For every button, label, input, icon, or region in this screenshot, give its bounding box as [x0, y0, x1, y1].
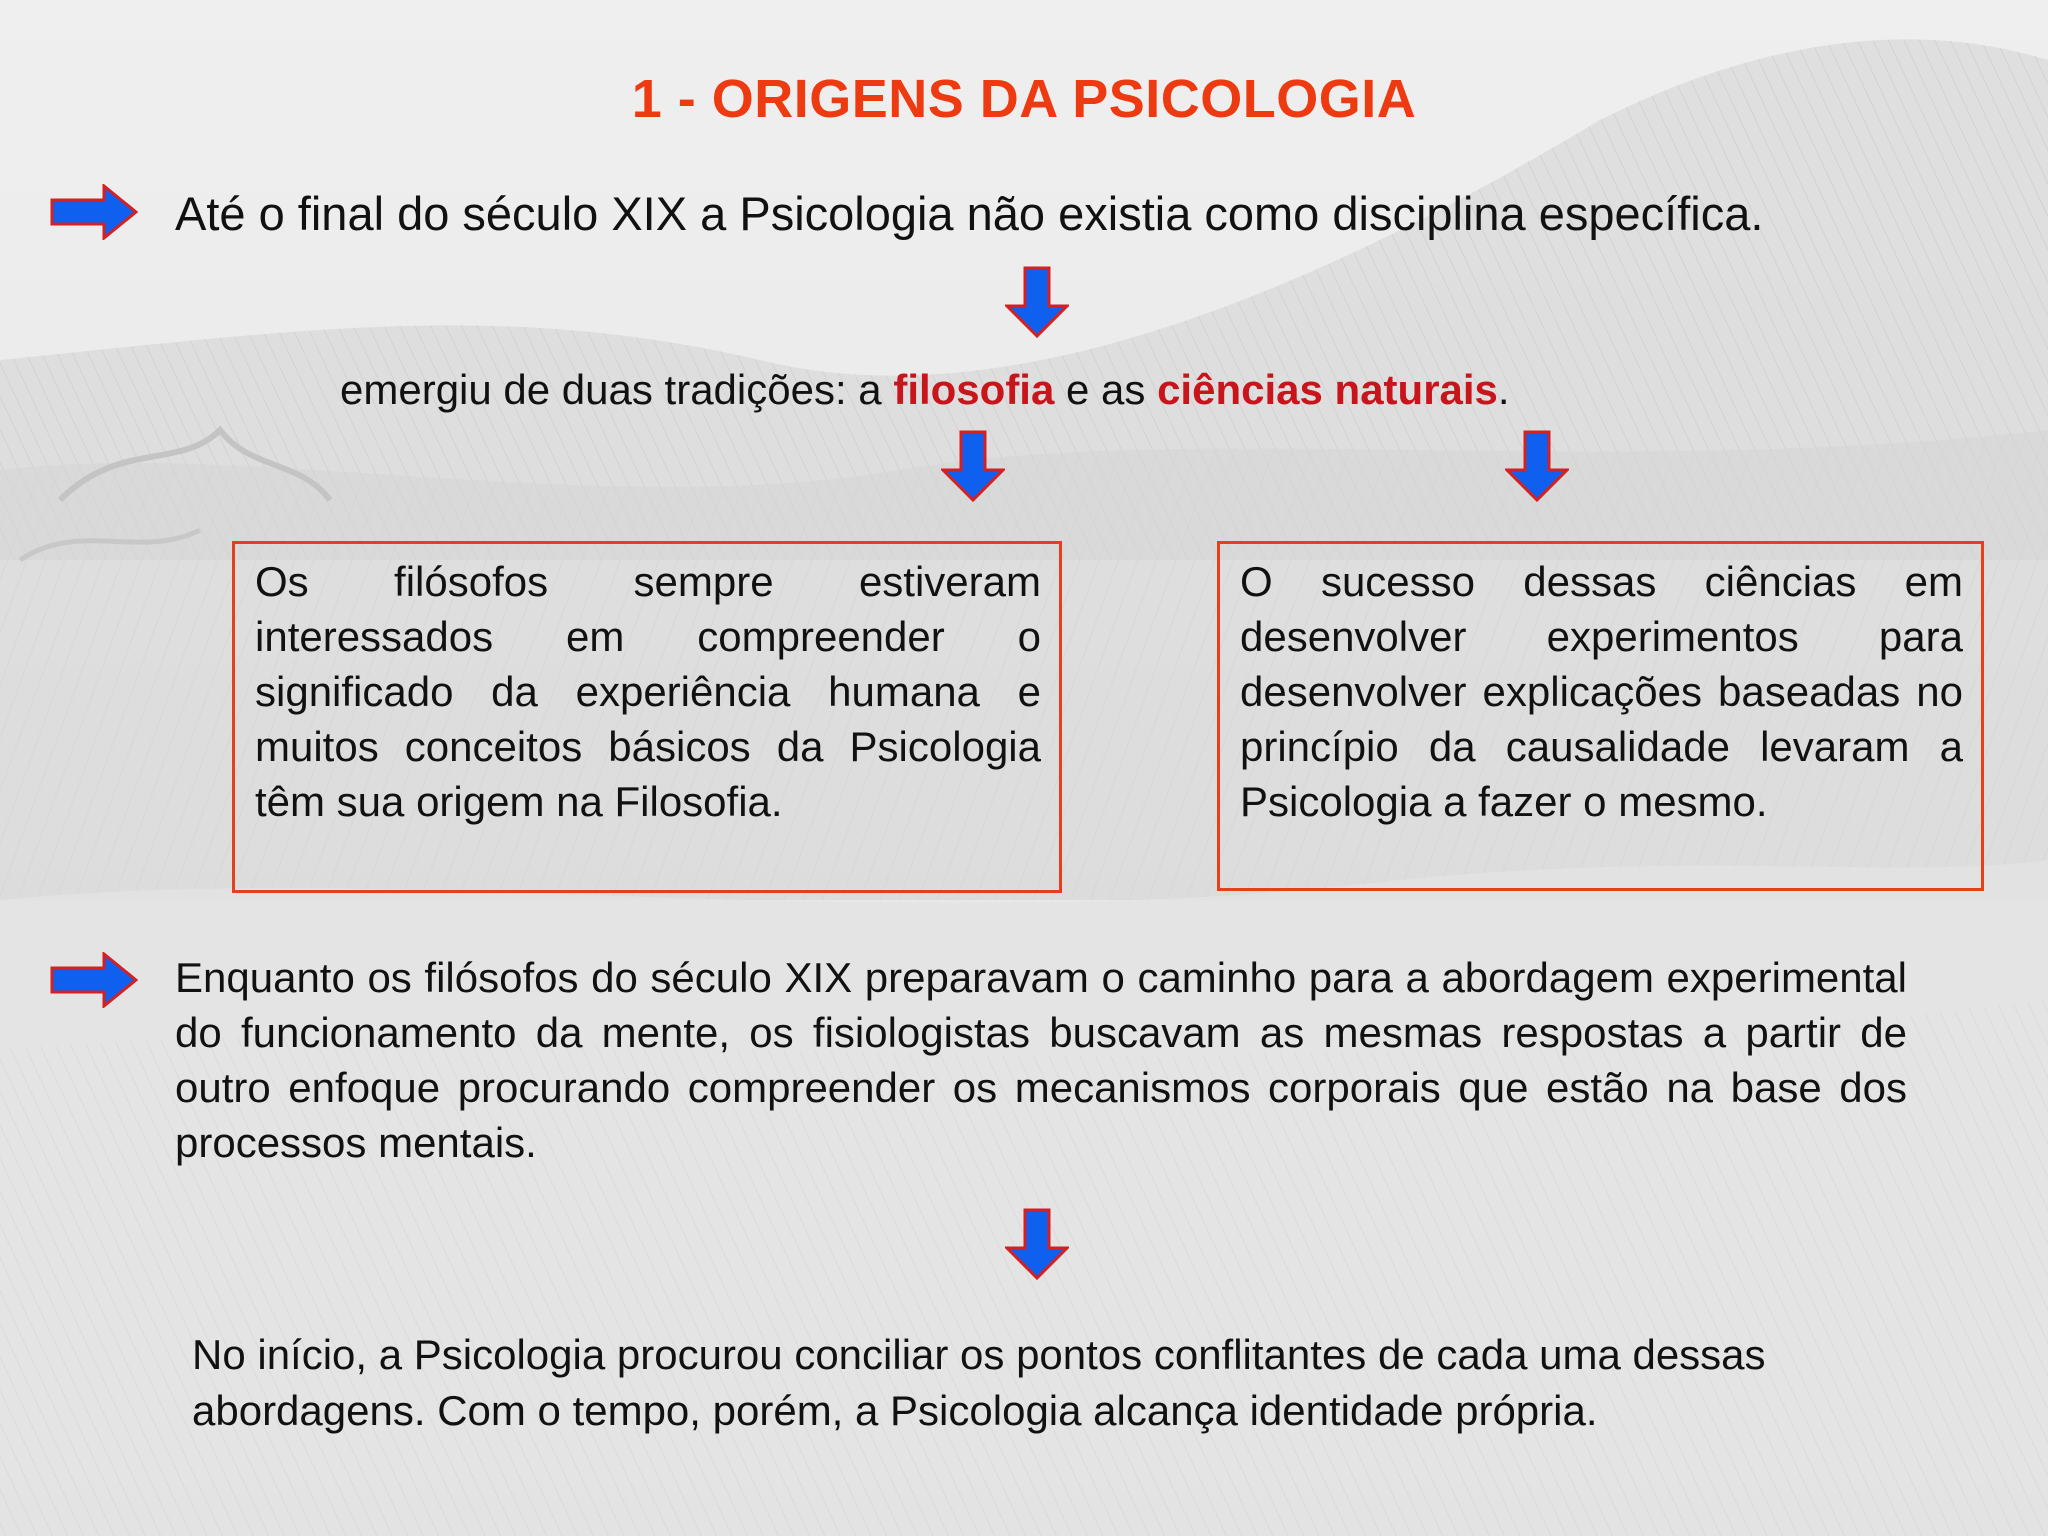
right-arrow-icon: [50, 952, 138, 1008]
down-arrow-icon: [1505, 430, 1569, 502]
origins-suffix: .: [1497, 366, 1510, 413]
down-arrow-icon: [1005, 1208, 1069, 1280]
tradition-natural-sciences: ciências naturais: [1157, 366, 1498, 413]
conclusion-paragraph: No início, a Psicologia procurou conciliar os pontos conflitantes de cada uma dessas abordagens. Com o tempo, porém, a Psicologia alcança identidade própria.: [192, 1331, 1766, 1434]
origins-statement: [340, 366, 1510, 414]
tradition-philosophy: filosofia: [893, 366, 1055, 413]
intro-statement: Até o final do século XIX a Psicologia não existia como disciplina específica.: [175, 187, 1764, 240]
physiology-paragraph: Enquanto os filósofos do século XIX preparavam o caminho para a abordagem experimental do funcionamento da mente, os fisiologistas buscavam as mesmas respostas a partir de outro enfoque procurando compreender os mecanismos corporais que estão na base dos processos mentais.: [175, 954, 1907, 1166]
origins-connector: e as: [1054, 366, 1158, 413]
philosophy-box: Os filósofos sempre estiveram interessados em compreender o significado da experiência humana e muitos conceitos básicos da Psicologia têm sua origem na Filosofia.: [232, 541, 1062, 893]
down-arrow-icon: [941, 430, 1005, 502]
slide-title: 1 - ORIGENS DA PSICOLOGIA: [631, 69, 1417, 129]
right-arrow-icon: [50, 184, 138, 240]
origins-prefix: emergiu de duas tradições: a: [340, 366, 894, 413]
down-arrow-icon: [1005, 266, 1069, 338]
natural-sciences-box: O sucesso dessas ciências em desenvolver experimentos para desenvolver explicações baseadas no princípio da causalidade levaram a Psicologia a fazer o mesmo.: [1217, 541, 1984, 891]
